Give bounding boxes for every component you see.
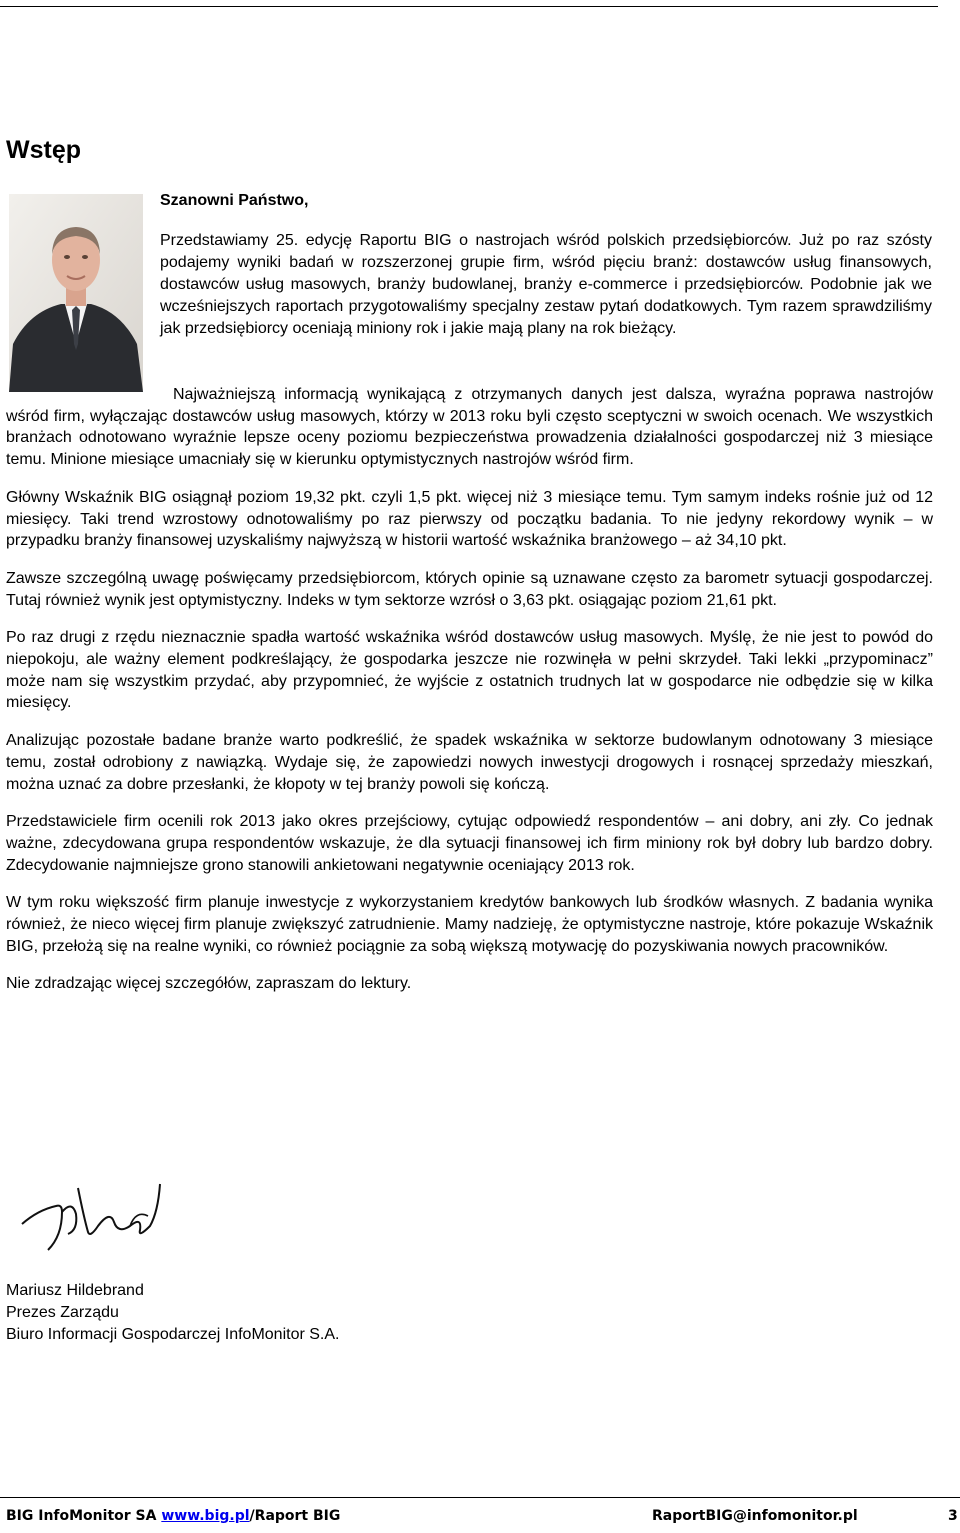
- signer-role: Prezes Zarządu: [6, 1304, 119, 1321]
- top-rule: [0, 6, 938, 7]
- footer-rule: [0, 1497, 960, 1498]
- page-title: Wstęp: [6, 136, 81, 164]
- footer-email[interactable]: RaportBIG@infomonitor.pl: [652, 1508, 858, 1524]
- body-paragraph: W tym roku większość firm planuje inwestycje z wykorzystaniem kredytów bankowych lub środków własnych. Z badania wynika również, że nieco więcej firm planuje zwiększyć zatrudnienie. Mamy nadzieję, że optymistyczne nastroje, które pokazuje Wskaźnik BIG, przełożą się na realne wyniki, co również pociągnie za sobą większą motywację do pozyskiwania nowych pracowników.: [6, 894, 933, 955]
- portrait-photo: [9, 194, 143, 392]
- footer-suffix: /Raport BIG: [249, 1508, 341, 1524]
- signer-name: Mariusz Hildebrand: [6, 1282, 144, 1299]
- website-link[interactable]: www.big.pl: [161, 1508, 250, 1524]
- signer-company: Biuro Informacji Gospodarczej InfoMonitor S.A.: [6, 1326, 340, 1343]
- closing-paragraph: Nie zdradzając więcej szczegółów, zapraszam do lektury.: [6, 975, 412, 993]
- footer-left: [6, 1508, 340, 1524]
- page-number: 3: [948, 1508, 958, 1524]
- body-paragraph: Najważniejszą informacją wynikającą z otrzymanych danych jest dalsza, wyraźna poprawa nastrojów wśród firm, wyłączając dostawców usług masowych, którzy w 2013 roku byli często sceptyczni w swoich ocenach. We wszystkich branżach odnotowano wyraźnie lepsze oceny poziomu bezpieczeństwa prowadzenia działalności gospodarczej niż 3 miesiące temu. Minione miesiące umacniały się w kierunku optymistycznych nastrojów wśród firm.: [6, 386, 933, 469]
- body-paragraph: Główny Wskaźnik BIG osiągnął poziom 19,32 pkt. czyli 1,5 pkt. więcej niż 3 miesiące temu. Tym samym indeks rośnie już od 12 miesięcy. Taki trend wzrostowy odnotowaliśmy po raz pierwszy od początku badania. To nie jedyny rekordowy wynik – w przypadku branży finansowej uzyskaliśmy najwyższą w historii wartość wskaźnika branżowego – aż 34,10 pkt.: [6, 488, 933, 550]
- body-paragraph: Po raz drugi z rzędu nieznacznie spadła wartość wskaźnika wśród dostawców usług masowych. Myślę, że nie jest to powód do niepokoju, ale ważny element podkreślający, że gospodarka jeszcze nie rozwinęła w pełni skrzydeł. Taki lekki „przypominacz” może nam się wszystkim przydać, aby przypomnieć, że wyjście z ostatnich trudnych lat w gospodarce nie odbędzie się w kilka miesięcy.: [6, 629, 933, 712]
- body-text: [6, 384, 933, 1011]
- greeting: Szanowni Państwo,: [160, 192, 309, 209]
- handwritten-signature: [18, 1176, 178, 1256]
- body-paragraph: Analizując pozostałe badane branże warto podkreślić, że spadek wskaźnika w sektorze budowlanym odnotowany 3 miesiące temu, został odrobiony z nawiązką. Wydaje się, że zapowiedzi nowych inwestycji drogowych i rosnącej sprzedaży mieszkań, można uznać za dobre przesłanki, że kłopoty w tej branży powoli się kończą.: [6, 732, 933, 793]
- intro-paragraph: Przedstawiamy 25. edycję Raportu BIG o nastrojach wśród polskich przedsiębiorców. Już po raz szósty podajemy wyniki badań w rozszerzonej grupie firm, wśród pięciu branż: dostawców usług finansowych, dostawców usług masowych, branży budowlanej, branży e-commerce i przedsiębiorców. Podobnie jak we wcześniejszych raportach przygotowaliśmy specjalny zestaw pytań dodatkowych. Tym razem sprawdziliśmy jak przedsiębiorcy oceniają miniony rok i jakie mają plany na rok bieżący.: [160, 232, 932, 337]
- body-paragraph: Zawsze szczególną uwagę poświęcamy przedsiębiorcom, których opinie są uznawane często za barometr sytuacji gospodarczej. Tutaj również wynik jest optymistyczny. Indeks w tym sektorze wzrósł o 3,63 pkt. osiągając poziom 21,61 pkt.: [6, 569, 933, 609]
- signer-block: [6, 1280, 339, 1346]
- body-paragraph: Przedstawiciele firm ocenili rok 2013 jako okres przejściowy, cytując odpowiedź respondentów – ani dobry, ani zły. Co jednak ważne, zdecydowana grupa respondentów wskazuje, że dla sytuacji finansowej ich firm miniony rok był dobry lub bardzo dobry. Zdecydowanie najmniejsze grono stanowili ankietowani negatywnie oceniający 2013 rok.: [6, 813, 933, 874]
- footer-prefix: BIG InfoMonitor SA: [6, 1508, 162, 1524]
- page-footer: [6, 1508, 956, 1528]
